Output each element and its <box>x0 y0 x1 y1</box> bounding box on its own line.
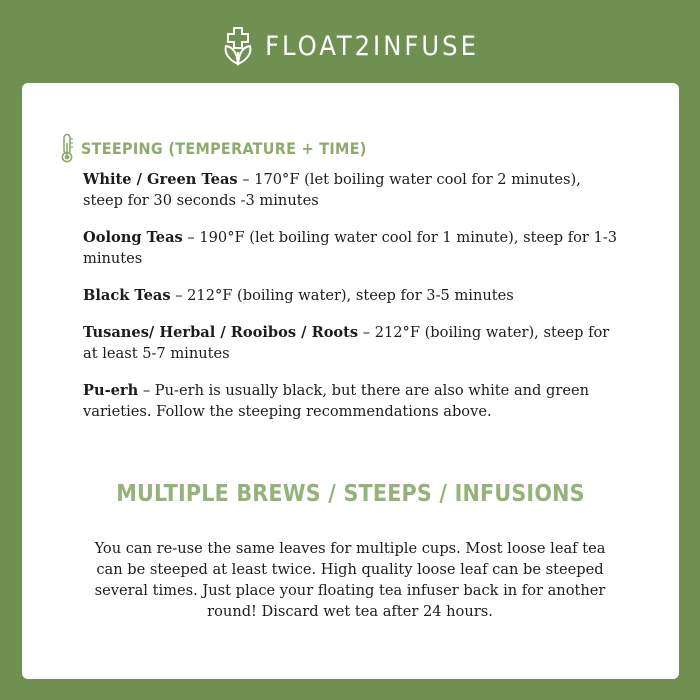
steeping-entry-pu-erh <box>83 380 623 422</box>
brews-body: You can re-use the same leaves for multiple cups. Most loose leaf tea can be steeped at least twice. High quality loose leaf can be steeped several times. Just place your floating tea infuser back in for another round! Discard wet tea after 24 hours. <box>94 540 606 620</box>
header <box>0 24 700 68</box>
entry-detail: – 170°F (let boiling water cool for 2 minutes), steep for 30 seconds -3 minutes <box>83 171 581 209</box>
steeping-title: STEEPING (TEMPERATURE + TIME) <box>81 138 367 158</box>
leaf-plus-icon <box>221 26 255 66</box>
thermometer-icon <box>59 133 75 163</box>
content-card <box>22 83 679 679</box>
entry-detail: – 190°F (let boiling water cool for 1 minute), steep for 1-3 minutes <box>83 229 618 267</box>
entry-name: Pu-erh <box>83 382 139 399</box>
entry-name: Tusanes/ Herbal / Rooibos / Roots <box>83 324 359 341</box>
steeping-entry-white-green <box>83 169 623 211</box>
entry-name: White / Green Teas <box>83 171 238 188</box>
entry-detail: – 212°F (boiling water), steep for 3-5 minutes <box>170 287 514 304</box>
steeping-list <box>83 169 623 438</box>
brand-name: FLOAT2INFUSE <box>265 30 479 62</box>
steeping-entry-tisanes <box>83 322 623 364</box>
steeping-heading <box>59 133 367 163</box>
entry-detail: – 212°F (boiling water), steep for at least 5-7 minutes <box>83 324 610 362</box>
entry-detail: – Pu-erh is usually black, but there are also white and green varieties. Follow the steeping recommendations above. <box>83 382 590 420</box>
entry-name: Black Teas <box>83 287 171 304</box>
entry-name: Oolong Teas <box>83 229 183 246</box>
steeping-entry-black <box>83 285 623 306</box>
brews-title: MULTIPLE BREWS / STEEPS / INFUSIONS <box>116 481 585 507</box>
steeping-entry-oolong <box>83 227 623 269</box>
